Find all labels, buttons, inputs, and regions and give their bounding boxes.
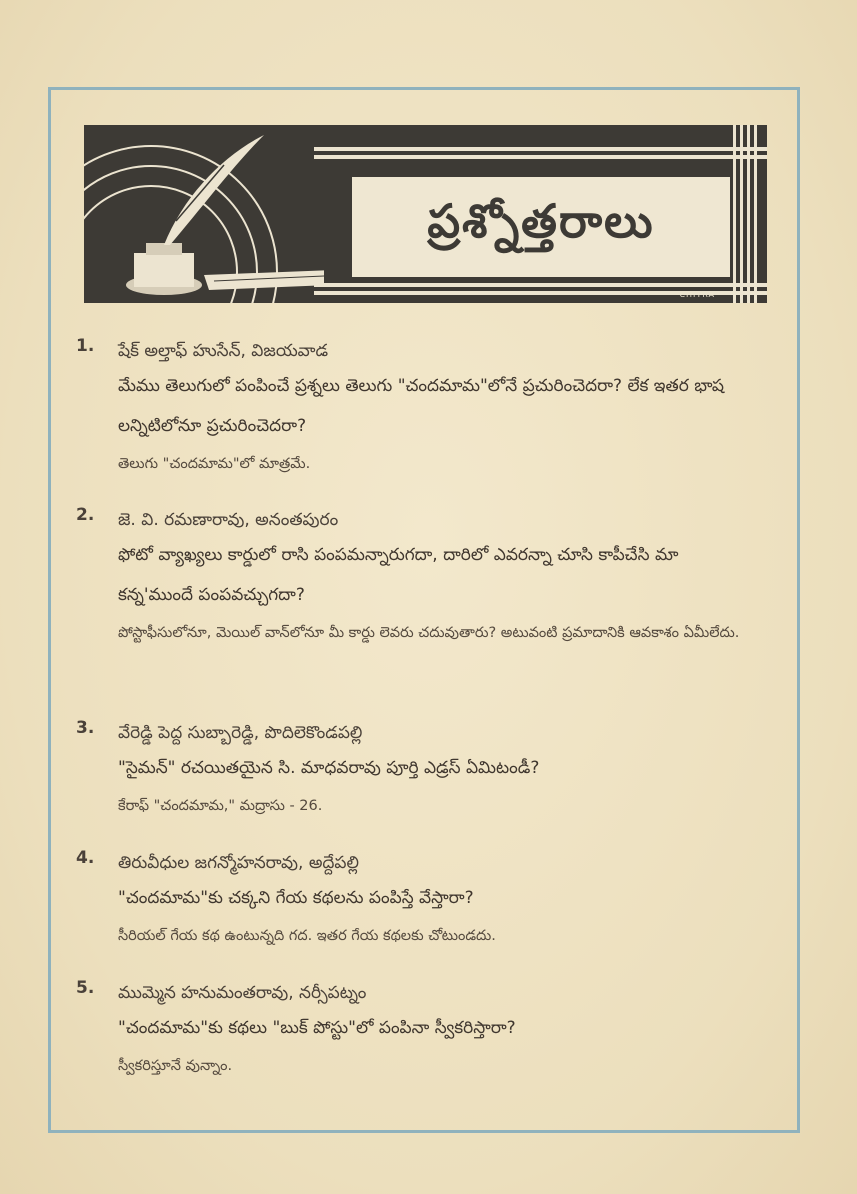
- artist-signature: CHITRA: [679, 290, 715, 299]
- question-text: మేము తెలుగులో పంపించే ప్రశ్నలు తెలుగు "చందమామ"లోనే ప్రచురించెదరా? లేక ఇతర భాష లన్నిటిలోనూ ప్రచురించెదరా?: [118, 376, 725, 436]
- entry-number: 4.: [76, 848, 95, 868]
- answer-text: సీరియల్ గేయ కథ ఉంటున్నది గద. ఇతర గేయ కథలకు చోటుండదు.: [118, 928, 496, 944]
- qa-entry-3: [76, 718, 756, 824]
- title-box: [352, 177, 730, 277]
- question-text: "చందమామ"కు చక్కని గేయ కథలను పంపిస్తే వేస్తారా?: [118, 888, 474, 908]
- entry-number: 2.: [76, 505, 95, 525]
- question-text: ఫోటో వ్యాఖ్యలు కార్డులో రాసి పంపమన్నారుగదా, దారిలో ఎవరన్నా చూసి కాపీచేసి మా కన్న'ముందే పంపవచ్చుగదా?: [118, 545, 679, 605]
- answer-text: కేరాఫ్ "చందమామ," మద్రాసు - 26.: [118, 798, 323, 814]
- question-text: "చందమామ"కు కథలు "బుక్ పోస్టు"లో పంపినా స్వీకరిస్తారా?: [118, 1018, 516, 1038]
- qa-entry-1: [76, 336, 756, 482]
- title-banner: [84, 125, 767, 303]
- entry-number: 3.: [76, 718, 95, 738]
- asker-name: షేక్ అల్తాఫ్ హుసేన్, విజయవాడ: [118, 341, 329, 361]
- answer-text: స్వీకరిస్తూనే వున్నాం.: [118, 1058, 233, 1074]
- question-text: "సైమన్" రచయితయైన సి. మాధవరావు పూర్తి ఎడ్రస్ ఏమిటండీ?: [118, 758, 540, 778]
- asker-name: ముమ్మెన హనుమంతరావు, నర్సీపట్నం: [118, 983, 367, 1003]
- quill-inkpot-icon: [84, 125, 324, 303]
- qa-entry-4: [76, 848, 756, 954]
- entry-number: 5.: [76, 978, 95, 998]
- answer-text: తెలుగు "చందమామ"లో మాత్రమే.: [118, 456, 311, 472]
- asker-name: తిరువీధుల జగన్మోహనరావు, అద్దేపల్లి: [118, 853, 359, 873]
- entry-number: 1.: [76, 336, 95, 356]
- asker-name: వేరెడ్డి పెద్ద సుబ్బారెడ్డి, పొదిలెకొండపల్లి: [118, 723, 363, 743]
- qa-entry-5: [76, 978, 756, 1084]
- qa-entry-2: [76, 505, 756, 651]
- answer-text: పోస్టాఫీసులోనూ, మెయిల్ వాన్‌లోనూ మీ కార్డు లెవరు చదువుతారు? అటువంటి ప్రమాదానికి ఆవకాశం ఏమీలేదు.: [118, 625, 740, 641]
- page-title: ప్రశ్నోత్తరాలు: [427, 194, 655, 248]
- asker-name: జె. వి. రమణారావు, అనంతపురం: [118, 510, 339, 530]
